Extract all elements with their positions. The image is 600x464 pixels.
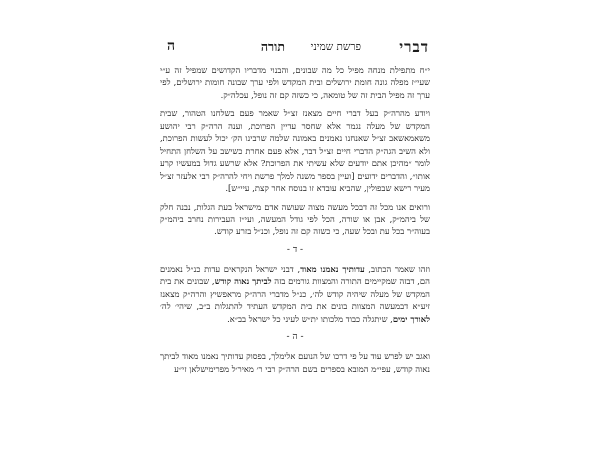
section-divider-4: - ד - [286,244,304,255]
paragraph-4-text: וזהו שאמר הכתוב, [364,263,431,274]
verse-quote-1: עדותיך נאמנו מאוד [300,263,365,274]
paragraph-4 [160,263,430,325]
paragraph-4-text: , דבני ישראל הנקראים עדות כנ״ל נאמנים הם, דבזה שמקיימים התורה והמצוות גורמים בזה [160,263,430,287]
paragraph-4-text: , שיתגלה כבוד מלכותו ית״ש לעיני כל ישראל בב״א. [227,313,393,324]
page-number: ה [167,38,176,54]
verse-quote-3: לאורך ימים [392,313,430,324]
section-label: תורה [260,39,285,54]
paragraph-5: ואגב יש לפרש עוד על פי דרכו של הנועם אלימלך, בפסוק עדותיך נאמנו מאוד לביתך נאוה קודש, עפי״מ המובא בספרים בשם הרה״ק רבי ר׳ מאיר׳ל מפרימישלאן זי״ע [160,351,430,374]
verse-quote-2: לביתך נאוה קודש [214,276,272,287]
document-body [160,64,430,375]
parsha-name: פרשת שמיני [310,41,361,53]
page-header [167,38,429,58]
paragraph-2: ויודע מהרה״ק בעל דברי חיים מצאנז זצ״ל שאמר פעם בשלחנו הטהור, שבית המקדש של מעלה נגמר אלא שחסר עדיין הפרוכת, וענה הרה״ק רבי יהושע משאמאשאב זצ״ל שאנחנו נאמנים באמונה שלמה שרבינו הק׳ יכול לעשות הפרוכת, ולא השיב הגה״ק הדברי חיים זצ״ל דבר, אלא פעם אחרת כשישב על השלחן התחיל לומר ״מהיכן אתם יודעים שלא עשיתי את הפרוכת? אלא שרשע גדול במעשיו קרע אותו״, והדברים ידועים [ועיין בספר משנה למלך פרשת ויחי להרה״ק רבי אלעזר זצ״ל מעיר רישא שבפולין, שהביא עובדא זו בנוסח אחר קצת, עיי״ש]. [160,108,430,194]
section-divider-5: - ה - [286,332,304,343]
paragraph-1: י״ח מתפילת מנחה מפיל כל מה שבונים, והבנוי מדבריו הקדושים שמפיל זה ע״י שעי״ז מפלה גונה חומת ירושלים ובית המקדש ולפי ערך שבונה חומות ירושלים, לפי ערך זה מפיל הבית זה של טומאה, כי כשזה קם זה נופל, עכלה״ק. [160,65,430,100]
paragraph-4-text: , שבונים את בית המקדש של מעלה שיהיה קודש לה׳, כנ״ל מדברי הרה״ק מראפשיץ והרה״ק מצאנז זיע״א דבמעשה המצוות בונים את בית המקדש העתיד להתגלות ב״ב, שיהי׳ לה׳ [160,276,430,312]
book-title: דברי [399,38,429,56]
paragraph-3: ורואים אנו מכל זה דבכל מעשה מצוה שעושה אדם מישראל בעת הגלות, נבנה חלק של ביהמ״ק, אבן או שורה, הכל לפי גודל המעשה, ועי״ז העבירות נחרב ביהמ״ק בעוה״ר בכל עת ובכל שעה, כי כשזה קם זה נופל, וכנ״ל בזרע קודש. [160,201,430,237]
